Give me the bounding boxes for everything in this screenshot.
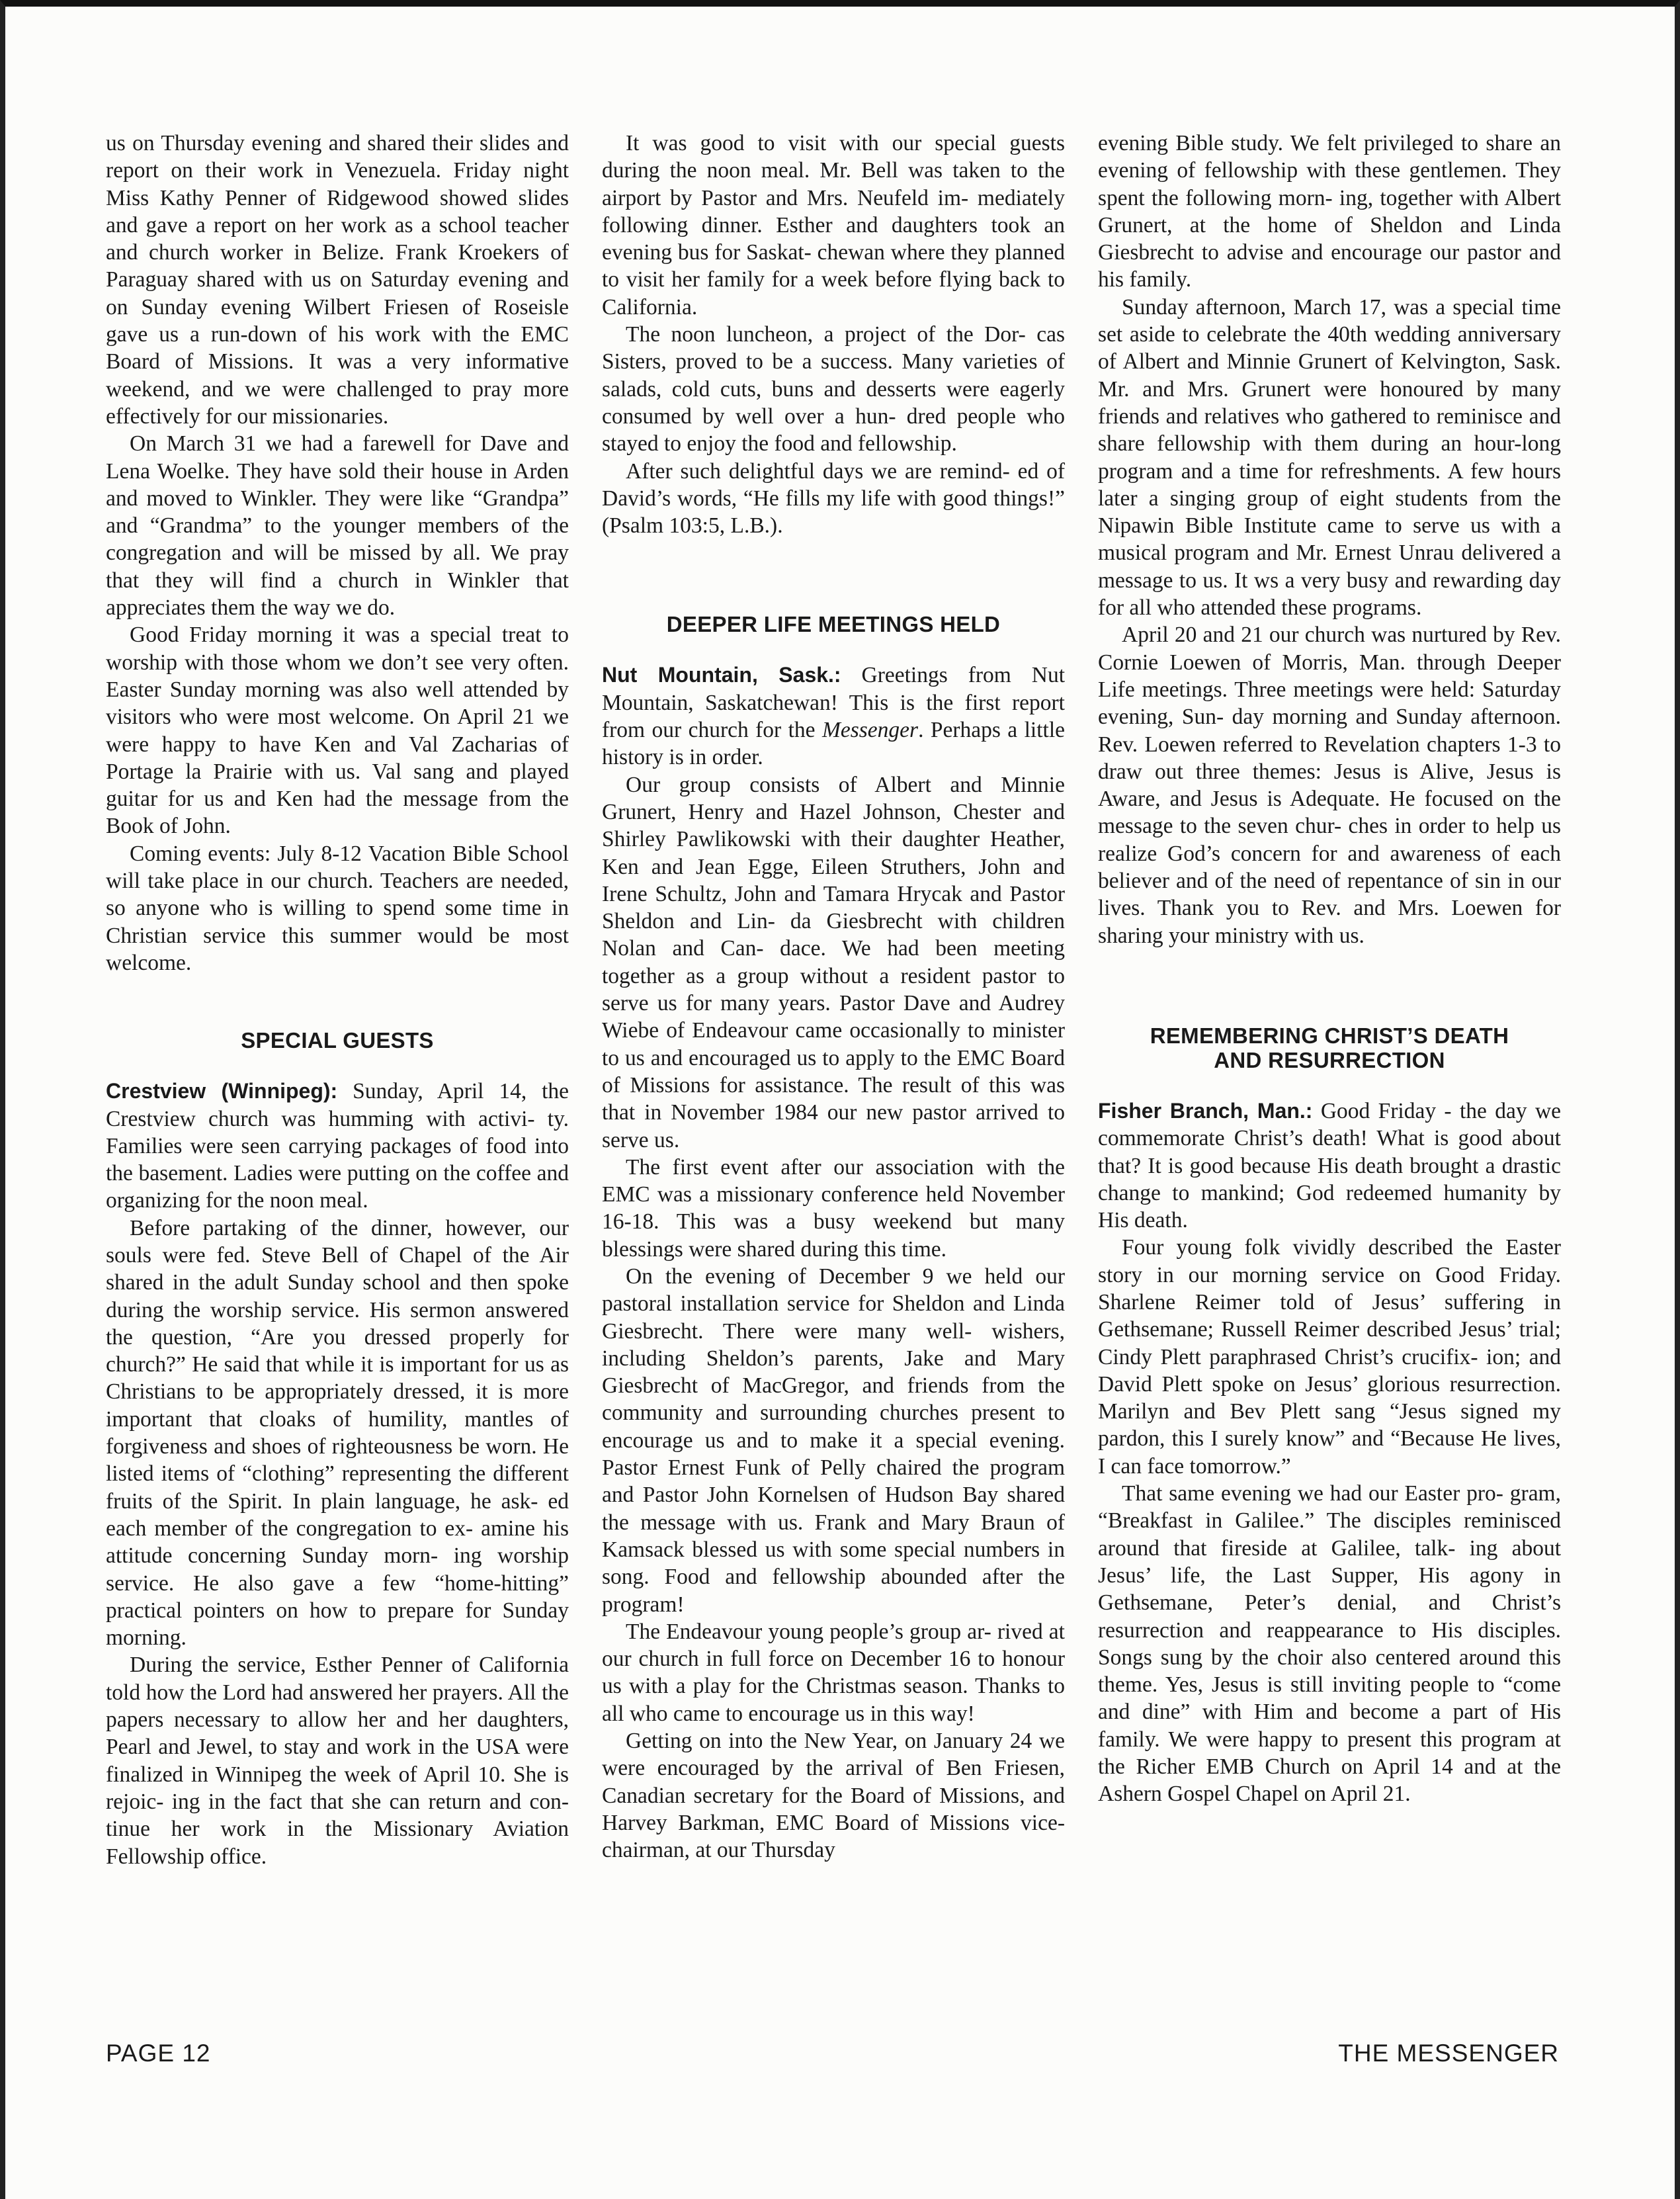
column-1: [106, 130, 569, 1870]
paragraph: That same evening we had our Easter pro- gram, “Breakfast in Galilee.” The disciples reminisced around that fireside at Galilee, talk- ing about Jesus’ life, the Last Supper, His agony in Gethsemane, Peter’s denial, and Christ’s resurrection and reappearance to His disciples. Songs sung by the choir also centered around this theme. Yes, Jesus is still inviting people to “come and dine” with Him and become a part of His family. We were happy to present this program at the Richer EMB Church on April 14 and at the Ashern Gospel Chapel on April 21.: [1098, 1481, 1561, 1807]
paragraph: After such delightful days we are remind- ed of David’s words, “He fills my life with good things!” (Psalm 103:5, L.B.).: [602, 458, 1065, 539]
publication-name: THE MESSENGER: [1338, 2040, 1559, 2067]
paragraph: It was good to visit with our special guests during the noon meal. Mr. Bell was taken to the airport by Pastor and Mrs. Neufeld im- mediately following dinner. Esther and daughters took an evening bus for Saskat- chewan where they planned to visit her family for a week before flying back to California.: [602, 131, 1065, 320]
paragraph: The noon luncheon, a project of the Dor- cas Sisters, proved to be a success. Many varieties of salads, cold cuts, buns and desserts were eagerly consumed by well over a hun- dred people who stayed to enjoy the food and fellowship.: [602, 322, 1065, 456]
paragraph: [106, 1078, 569, 1214]
paragraph: Before partaking of the dinner, however, our souls were fed. Steve Bell of Chapel of the Air shared in the adult Sunday school and then spoke during the worship service. His sermon answered the question, “Are you dressed properly for church?” He said that while it is important for us as Christians to be appropriately dressed, it is more important that cloaks of humility, mantles of forgiveness and shoes of righteousness be worn. He listed items of “clothing” representing the different fruits of the Spirit. In plain language, he ask- ed each member of the congregation to ex- amine his attitude concerning Sunday morn- ing worship service. He also gave a few “home-hitting” practical pointers on how to prepare for Sunday morning.: [106, 1215, 569, 1651]
page-number: PAGE 12: [106, 2040, 211, 2067]
heading-line: AND RESURRECTION: [1214, 1047, 1445, 1072]
paragraph: Getting on into the New Year, on January 24 we were encouraged by the arrival of Ben Friesen, Canadian secretary for the Board of Missions, and Harvey Barkman, EMC Board of Missions vice-chairman, at our Thursday: [602, 1729, 1065, 1863]
place-label: Nut Mountain, Sask.:: [602, 663, 841, 687]
paragraph: Our group consists of Albert and Minnie Grunert, Henry and Hazel Johnson, Chester and Shirley Pawlikowski with their daughter Heather, Ken and Jean Egge, Eileen Struthers, John and Irene Schultz, John and Tamara Hrycak and Pastor Sheldon and Lin- da Giesbrecht with children Nolan and Can- dace. We had been meeting together as a group without a resident pastor to serve us for many years. Pastor Dave and Audrey Wiebe of Endeavour came occasionally to minister to us and encouraged us to apply to the EMC Board of Missions for assistance. The result of this was that in November 1984 our new pastor arrived to serve us.: [602, 772, 1065, 1152]
paragraph: On March 31 we had a farewell for Dave and Lena Woelke. They have sold their house in Arden and moved to Winkler. They were like “Grandpa” and “Grandma” to the younger members of the congregation and will be missed by all. We pray that they will find a church in Winkler that appreciates them the way we do.: [106, 431, 569, 621]
paragraph: Coming events: July 8-12 Vacation Bible School will take place in our church. Teachers are needed, so anyone who is willing to spend some time in Christian service this summer would be most welcome.: [106, 841, 569, 975]
section-heading-deeper-life: DEEPER LIFE MEETINGS HELD: [666, 612, 1001, 637]
paragraph-text: . Perhaps a little history is in order.: [602, 718, 1065, 770]
paragraph: April 20 and 21 our church was nurtured by Rev. Cornie Loewen of Morris, Man. through Deeper Life meetings. Three meetings were held: Saturday evening, Sun- day morning and Sunday afternoon. Rev. Loewen referred to Revelation chapters 1-3 to draw out three themes: Jesus is Alive, Jesus is Aware, and Jesus is Adequate. He focused on the message to the seven chur- ches in order to help us realize God’s concern for and awareness of each believer and of the need of repentance of sin in our lives. Thank you to Rev. and Mrs. Loewen for sharing your ministry with us.: [1098, 623, 1561, 948]
paragraph: us on Thursday evening and shared their slides and report on their work in Venezuela. Friday night Miss Kathy Penner of Ridgewood showed slides and gave a report on her work as a school teacher and church worker in Belize. Frank Kroekers of Paraguay shared with us on Saturday evening and on Sunday evening Wilbert Friesen of Roseisle gave us a run-down of his work with the EMC Board of Missions. It was a very informative weekend, and we were challenged to pray more effectively for our missionaries.: [106, 131, 569, 429]
paragraph: Sunday afternoon, March 17, was a special time set aside to celebrate the 40th wedding anniversary of Albert and Minnie Grunert of Kelvington, Sask. Mr. and Mrs. Grunert were honoured by many friends and relatives who gathered to reminisce and share fellowship with them during an hour-long program and a time for refreshments. A few hours later a singing group of eight students from the Nipawin Bible Institute came to serve us with a musical program and Mr. Ernest Unrau delivered a message to us. It ws a very busy and rewarding day for all who attended these programs.: [1098, 294, 1561, 621]
paragraph: evening Bible study. We felt privileged to share an evening of fellowship with these gentlemen. They spent the following morn- ing, together with Albert Grunert, at the home of Sheldon and Linda Giesbrecht to advise and encourage our pastor and his family.: [1098, 131, 1561, 292]
place-label: Fisher Branch, Man.:: [1098, 1098, 1313, 1123]
paragraph-text: Sunday, April 14, the Crestview church was humming with activi- ty. Families were seen carrying packages of food into the basement. Ladies were putting on the coffee and organizing for the noon meal.: [106, 1079, 569, 1213]
paragraph-text: Greetings from Nut Mountain, Saskatchewan! This is the first report from our church for the: [602, 663, 1065, 743]
column-3: [1098, 130, 1561, 1808]
paragraph: [602, 662, 1065, 771]
section-heading-special-guests: SPECIAL GUESTS: [241, 1028, 434, 1053]
place-label: Crestview (Winnipeg):: [106, 1079, 338, 1103]
paragraph: During the service, Esther Penner of California told how the Lord had answered her prayers. All the papers necessary to allow her and her daughters, Pearl and Jewel, to stay and work in the USA were finalized in Winnipeg the week of April 10. She is rejoic- ing in the fact that she can return and con- tinue her work in the Missionary Aviation Fellowship office.: [106, 1653, 569, 1869]
paragraph: [1098, 1098, 1561, 1234]
paragraph: Good Friday morning it was a special treat to worship with those whom we don’t see very often. Easter Sunday morning was also well attended by visitors who were most welcome. On April 21 we were happy to have Ken and Val Zacharias of Portage la Prairie with us. Val sang and played guitar for us and Ken had the message from the Book of John.: [106, 623, 569, 839]
paragraph: Four young folk vividly described the Easter story in our morning service on Good Friday. Sharlene Reimer told of Jesus’ suffering in Gethsemane; Russell Reimer described Jesus’ trial; Cindy Plett paraphrased Christ’s crucifix- ion; and David Plett spoke on Jesus’ glorious resurrection. Marilyn and Bev Plett sang “Jesus signed my pardon, this I surely know” and “Because He lives, I can face tomorrow.”: [1098, 1235, 1561, 1479]
section-heading-remembering: [1098, 1023, 1561, 1072]
paragraph: On the evening of December 9 we held our pastoral installation service for Sheldon and Linda Giesbrecht. There were many well- wishers, including Sheldon’s parents, Jake and Mary Giesbrecht of MacGregor, and friends from the community and surrounding churches present to encourage us and to make it a special evening. Pastor Ernest Funk of Pelly chaired the program and Pastor John Kornelsen of Hudson Bay shared the message with us. Frank and Mary Braun of Kamsack blessed us with some special numbers in song. Food and fellowship abounded after the program!: [602, 1264, 1065, 1617]
column-2: [602, 130, 1065, 1864]
paragraph: The first event after our association with the EMC was a missionary conference held November 16-18. This was a busy weekend but many blessings were shared during this time.: [602, 1154, 1065, 1262]
publication-title: Messenger: [821, 718, 919, 743]
paragraph-text: Good Friday - the day we commemorate Christ’s death! What is good about that? It is good because His death brought a drastic change to mankind; God redeemed humanity by His death.: [1098, 1098, 1562, 1233]
heading-line: REMEMBERING CHRIST’S DEATH: [1150, 1023, 1509, 1048]
paragraph: The Endeavour young people’s group ar- rived at our church in full force on December 16 to honour us with a play for the Christmas season. Thanks to all who came to encourage us in this way!: [602, 1619, 1065, 1726]
